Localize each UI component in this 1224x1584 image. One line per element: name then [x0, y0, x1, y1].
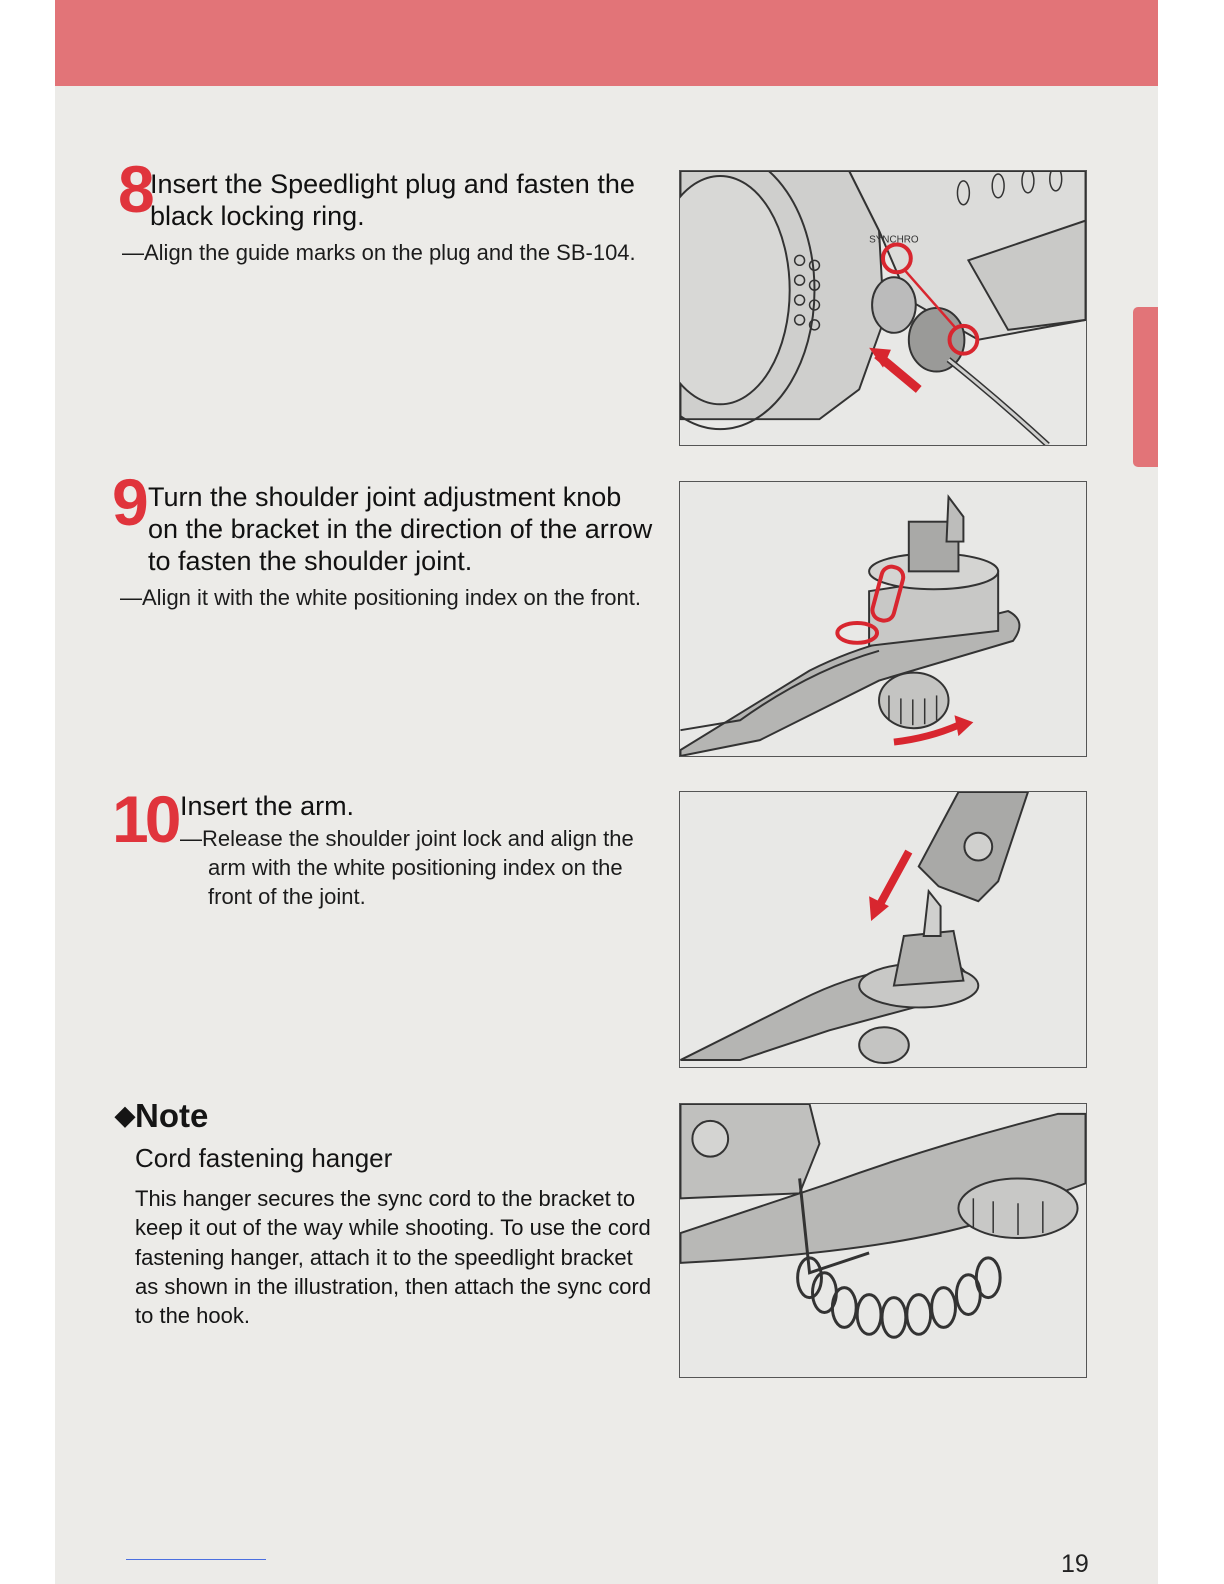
step-detail: —Align it with the white positioning index on the front.	[120, 585, 641, 610]
step-8	[118, 152, 670, 267]
step-detail: —Align the guide marks on the plug and the SB-104.	[122, 240, 636, 265]
figure-cord-hanger	[679, 1103, 1087, 1378]
step-title: Insert the arm.	[180, 791, 355, 821]
step-title: Insert the Speedlight plug and fasten the black locking ring.	[150, 169, 635, 231]
insert-arm-illustration	[680, 792, 1086, 1067]
step-number: 9	[112, 465, 145, 539]
note-subheading: Cord fastening hanger	[135, 1143, 393, 1173]
header-band	[55, 0, 1158, 86]
shoulder-joint-illustration	[680, 482, 1086, 756]
note-section	[115, 1095, 655, 1330]
synchro-label: SYNCHRO	[869, 234, 919, 246]
step-number: 10	[112, 782, 178, 856]
plug-illustration	[680, 171, 1086, 445]
footer-line	[126, 1559, 266, 1560]
cord-hanger-illustration	[680, 1104, 1086, 1377]
step-title: Turn the shoulder joint adjustment knob on the bracket in the direction of the arrow to fasten the shoulder joint.	[148, 482, 653, 576]
note-heading	[115, 1095, 655, 1136]
diamond-icon: ◆	[115, 1100, 135, 1130]
step-9	[112, 465, 658, 612]
figure-insert-arm	[679, 791, 1087, 1068]
section-tab	[1133, 307, 1158, 467]
step-detail: —Release the shoulder joint lock and align the arm with the white positioning index on the front of the joint.	[180, 826, 634, 909]
figure-plug-insertion	[679, 170, 1087, 446]
step-number: 8	[118, 152, 151, 226]
step-10	[112, 782, 650, 911]
page-number: 19	[1061, 1550, 1089, 1578]
note-body: This hanger secures the sync cord to the bracket to keep it out of the way while shooting. To use the cord fastening hanger, attach it to the speedlight bracket as shown in the illustration, then attach the sync cord to the hook.	[135, 1186, 652, 1329]
note-title: Note	[135, 1097, 209, 1134]
figure-shoulder-joint	[679, 481, 1087, 757]
